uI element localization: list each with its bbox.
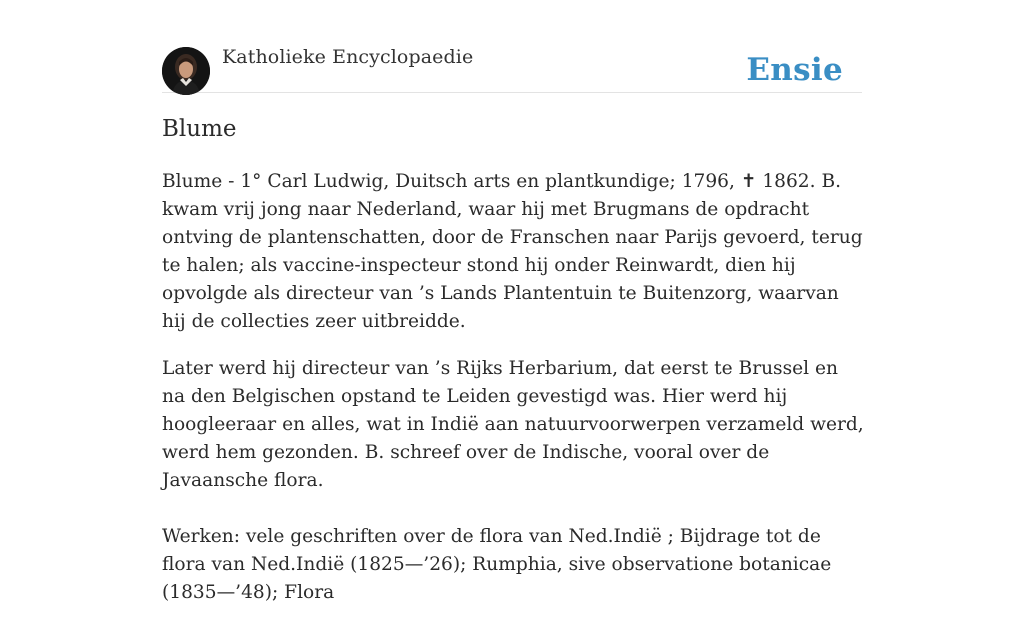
portrait-illustration bbox=[162, 47, 210, 95]
brand-logo[interactable]: Ensie bbox=[746, 52, 843, 88]
paragraph-works: Werken: vele geschriften over de flora van Ned.Indië ; Bijdrage tot de flora van Ned.Indië (1825—’26); Rumphia, sive observatione botanicae (1835—’48); Flora bbox=[162, 526, 832, 603]
article-title: Blume bbox=[162, 116, 237, 142]
source-title[interactable]: Katholieke Encyclopaedie bbox=[222, 46, 474, 68]
paragraph: Later werd hij directeur van ’s Rijks Herbarium, dat eerst te Brussel en na den Belgischen opstand te Leiden gevestigd was. Hier werd hij hoogleeraar en alles, wat in Indië aan natuurvoorwerpen verzameld werd, werd hem gezonden. B. schreef over de Indische, vooral over de Javaansche flora. bbox=[162, 358, 864, 491]
portrait-avatar-icon[interactable] bbox=[162, 47, 210, 95]
header bbox=[162, 0, 862, 93]
page bbox=[162, 0, 864, 603]
article-body bbox=[162, 168, 864, 626]
paragraph: Blume - 1° Carl Ludwig, Duitsch arts en plantkundige; 1796, ✝ 1862. B. kwam vrij jong naar Nederland, waar hij met Brugmans de opdracht ontving de plantenschatten, door de Franschen naar Parijs gevoerd, terug te halen; als vaccine-inspecteur stond hij onder Reinwardt, dien hij opvolgde als directeur van ’s Lands Plantentuin te Buitenzorg, waarvan hij de collecties zeer uitbreidde. bbox=[162, 171, 863, 332]
